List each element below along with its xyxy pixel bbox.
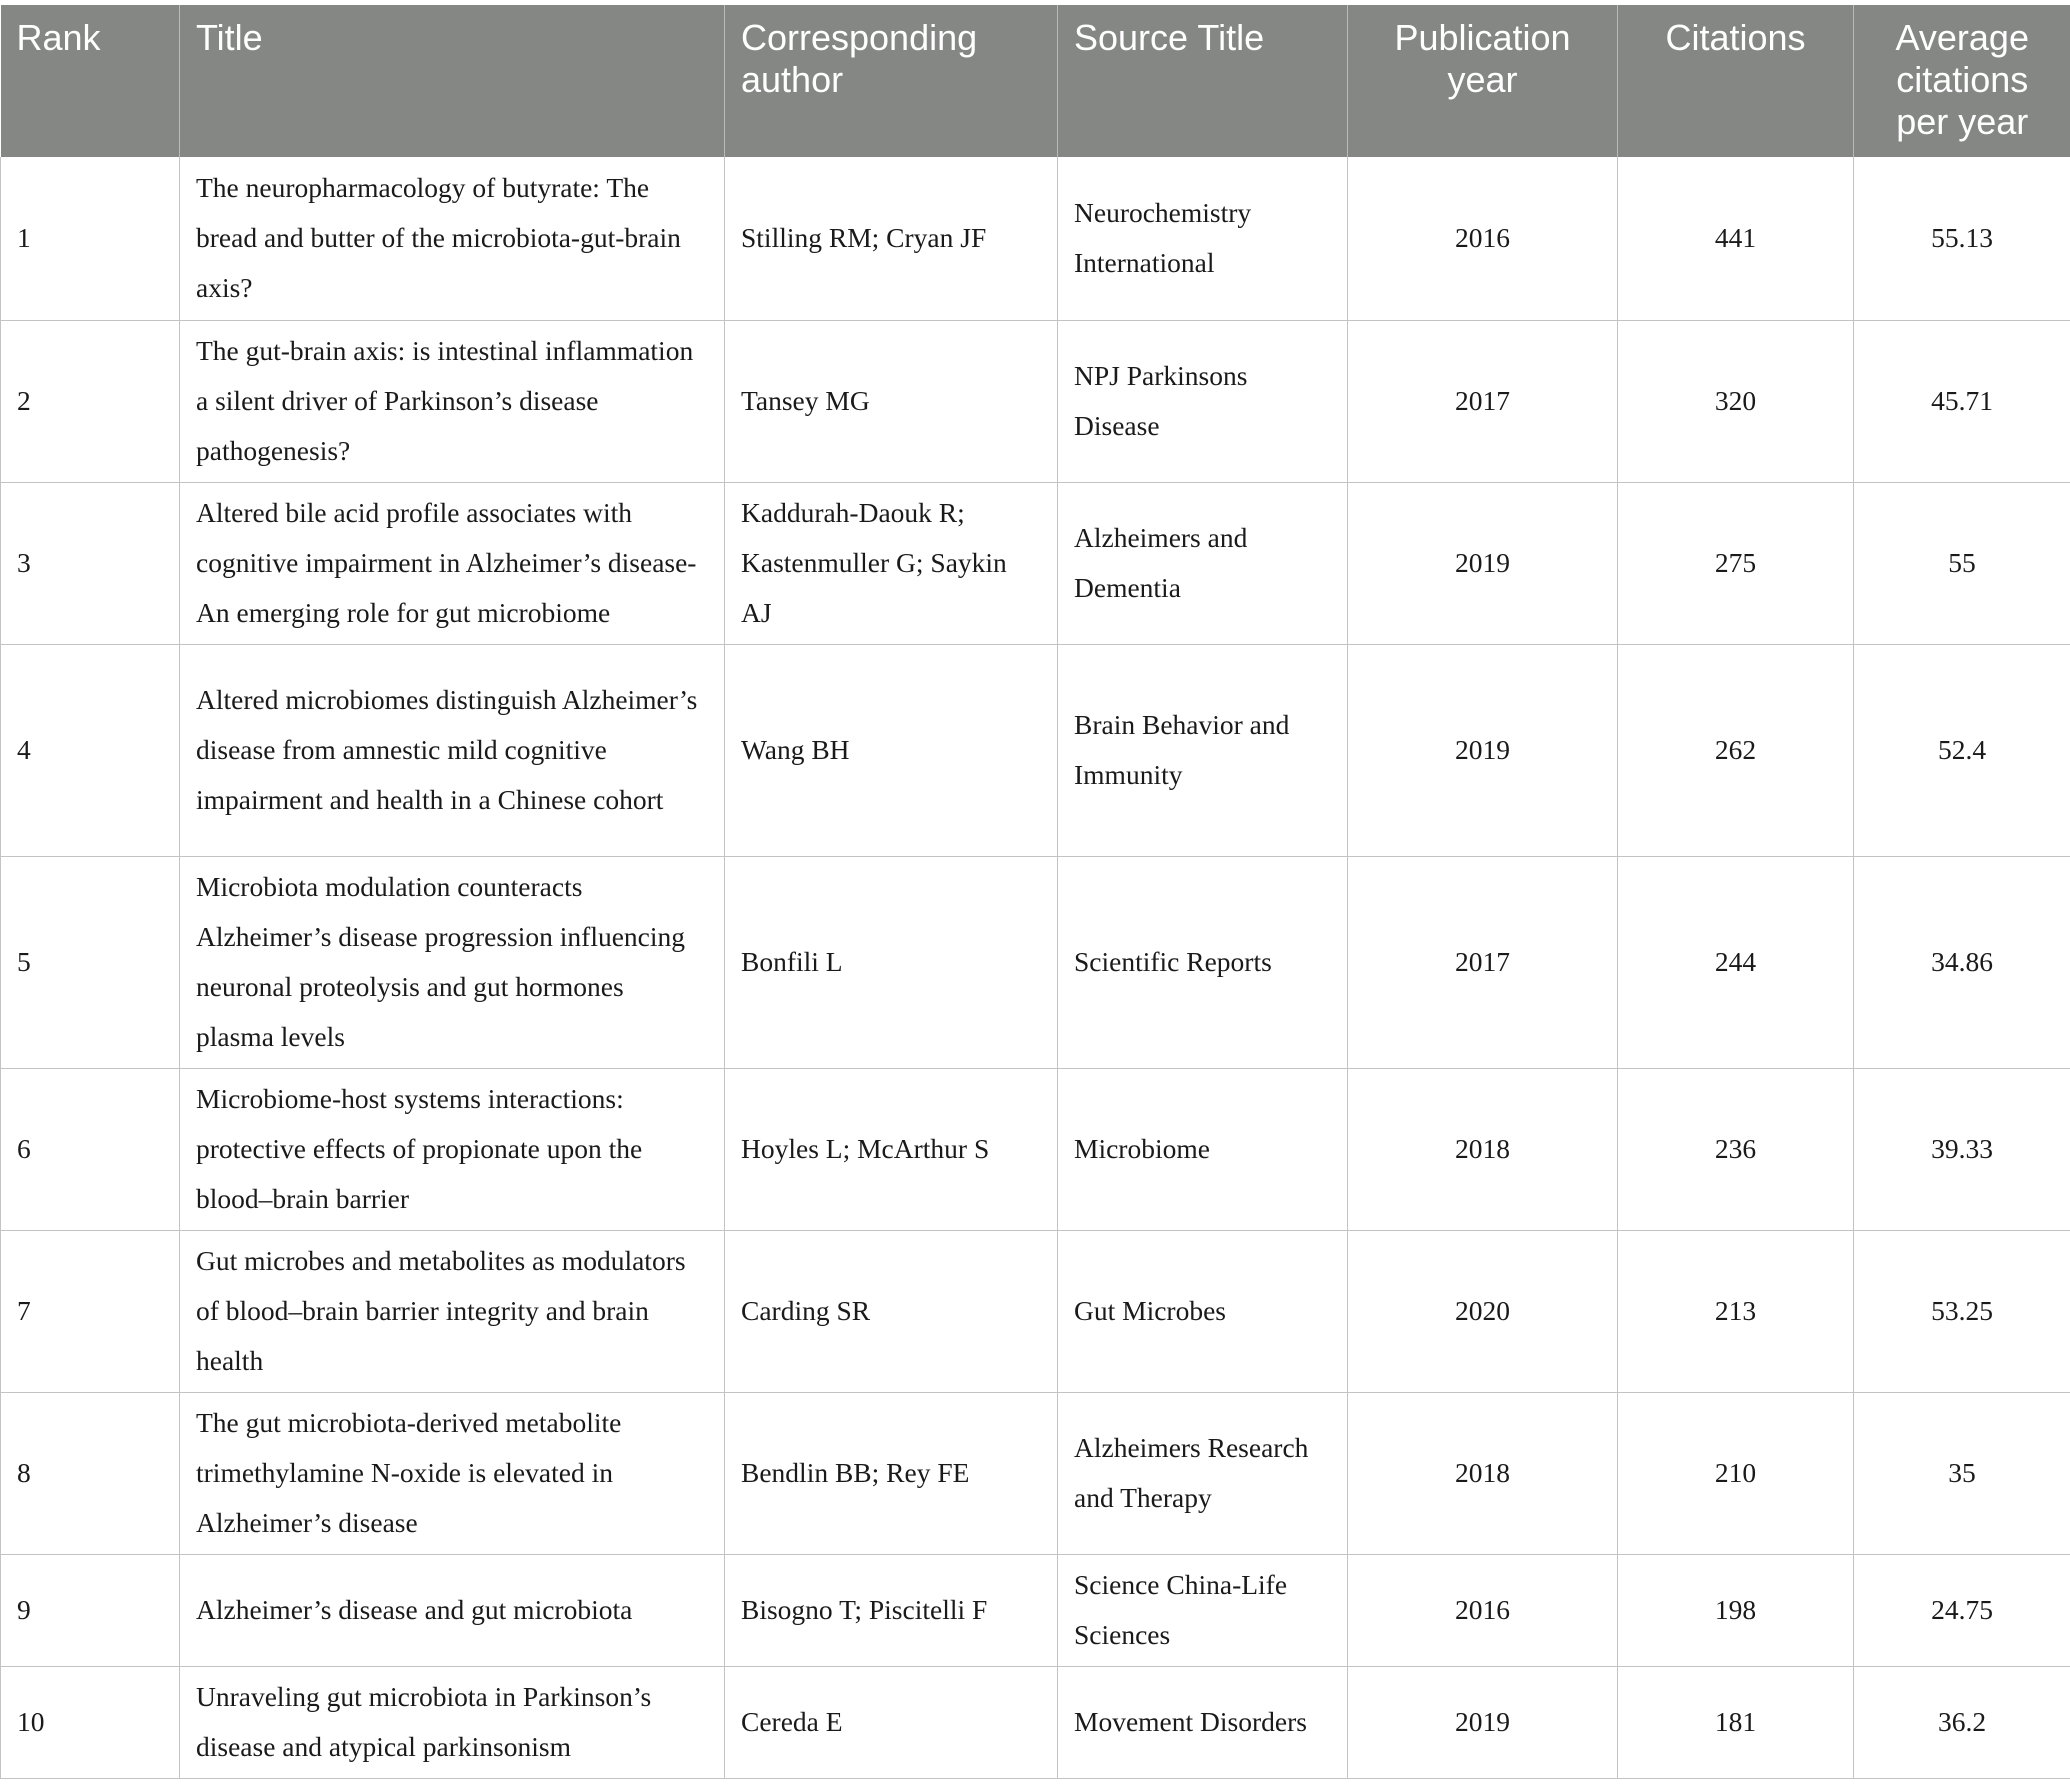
table-row xyxy=(1,320,2070,482)
table-row xyxy=(1,644,2070,856)
cell-rank: 7 xyxy=(1,1230,180,1392)
table-body xyxy=(1,157,2070,1778)
cell-source: Alzheimers Research and Therapy xyxy=(1058,1392,1348,1554)
cell-citations: 213 xyxy=(1618,1230,1854,1392)
cell-year: 2019 xyxy=(1348,1666,1618,1778)
cell-rank: 4 xyxy=(1,644,180,856)
cell-rank: 9 xyxy=(1,1554,180,1666)
top-cited-articles-table xyxy=(0,5,2070,1779)
table-row xyxy=(1,1554,2070,1666)
cell-rank: 6 xyxy=(1,1068,180,1230)
cell-author: Bonfili L xyxy=(725,856,1058,1068)
cell-author: Hoyles L; McArthur S xyxy=(725,1068,1058,1230)
header-publication-year: Publication year xyxy=(1348,5,1618,157)
cell-source: Movement Disorders xyxy=(1058,1666,1348,1778)
header-rank: Rank xyxy=(1,5,180,157)
table-header xyxy=(1,5,2070,157)
table-row xyxy=(1,1230,2070,1392)
header-citations: Citations xyxy=(1618,5,1854,157)
cell-author: Bisogno T; Piscitelli F xyxy=(725,1554,1058,1666)
citations-table-container xyxy=(0,5,2070,1779)
cell-title: Unraveling gut microbiota in Parkinson’s disease and atypical parkinsonism xyxy=(180,1666,725,1778)
cell-year: 2017 xyxy=(1348,856,1618,1068)
cell-author: Stilling RM; Cryan JF xyxy=(725,157,1058,320)
cell-year: 2020 xyxy=(1348,1230,1618,1392)
cell-year: 2016 xyxy=(1348,157,1618,320)
cell-title: The gut-brain axis: is intestinal inflammation a silent driver of Parkinson’s disease pathogenesis? xyxy=(180,320,725,482)
cell-citations: 262 xyxy=(1618,644,1854,856)
cell-author: Kaddurah-Daouk R; Kastenmuller G; Saykin AJ xyxy=(725,482,1058,644)
cell-source: Gut Microbes xyxy=(1058,1230,1348,1392)
cell-title: The neuropharmacology of butyrate: The bread and butter of the microbiota-gut-brain axis? xyxy=(180,157,725,320)
cell-citations: 210 xyxy=(1618,1392,1854,1554)
header-corresponding-author: Corresponding author xyxy=(725,5,1058,157)
cell-title: Microbiome-host systems interactions: protective effects of propionate upon the blood–brain barrier xyxy=(180,1068,725,1230)
cell-citations: 244 xyxy=(1618,856,1854,1068)
cell-avg-citations: 53.25 xyxy=(1854,1230,2070,1392)
cell-source: Neurochemistry International xyxy=(1058,157,1348,320)
cell-citations: 181 xyxy=(1618,1666,1854,1778)
cell-avg-citations: 34.86 xyxy=(1854,856,2070,1068)
cell-rank: 8 xyxy=(1,1392,180,1554)
cell-source: NPJ Parkinsons Disease xyxy=(1058,320,1348,482)
cell-avg-citations: 39.33 xyxy=(1854,1068,2070,1230)
cell-author: Carding SR xyxy=(725,1230,1058,1392)
cell-rank: 10 xyxy=(1,1666,180,1778)
cell-avg-citations: 45.71 xyxy=(1854,320,2070,482)
cell-citations: 198 xyxy=(1618,1554,1854,1666)
table-row xyxy=(1,1666,2070,1778)
cell-year: 2019 xyxy=(1348,644,1618,856)
cell-author: Wang BH xyxy=(725,644,1058,856)
table-row xyxy=(1,482,2070,644)
cell-year: 2019 xyxy=(1348,482,1618,644)
cell-title: Microbiota modulation counteracts Alzheimer’s disease progression influencing neuronal proteolysis and gut hormones plasma levels xyxy=(180,856,725,1068)
table-row xyxy=(1,157,2070,320)
table-row xyxy=(1,1068,2070,1230)
cell-avg-citations: 52.4 xyxy=(1854,644,2070,856)
header-source-title: Source Title xyxy=(1058,5,1348,157)
cell-year: 2018 xyxy=(1348,1392,1618,1554)
cell-source: Alzheimers and Dementia xyxy=(1058,482,1348,644)
cell-author: Bendlin BB; Rey FE xyxy=(725,1392,1058,1554)
table-row xyxy=(1,1392,2070,1554)
cell-citations: 236 xyxy=(1618,1068,1854,1230)
cell-rank: 2 xyxy=(1,320,180,482)
cell-title: The gut microbiota-derived metabolite trimethylamine N-oxide is elevated in Alzheimer’s disease xyxy=(180,1392,725,1554)
cell-year: 2017 xyxy=(1348,320,1618,482)
cell-avg-citations: 36.2 xyxy=(1854,1666,2070,1778)
cell-author: Cereda E xyxy=(725,1666,1058,1778)
cell-year: 2018 xyxy=(1348,1068,1618,1230)
header-title: Title xyxy=(180,5,725,157)
cell-title: Gut microbes and metabolites as modulators of blood–brain barrier integrity and brain health xyxy=(180,1230,725,1392)
cell-rank: 3 xyxy=(1,482,180,644)
cell-source: Scientific Reports xyxy=(1058,856,1348,1068)
cell-citations: 441 xyxy=(1618,157,1854,320)
cell-avg-citations: 35 xyxy=(1854,1392,2070,1554)
cell-author: Tansey MG xyxy=(725,320,1058,482)
cell-source: Brain Behavior and Immunity xyxy=(1058,644,1348,856)
header-row xyxy=(1,5,2070,157)
cell-avg-citations: 24.75 xyxy=(1854,1554,2070,1666)
cell-source: Microbiome xyxy=(1058,1068,1348,1230)
table-row xyxy=(1,856,2070,1068)
cell-title: Alzheimer’s disease and gut microbiota xyxy=(180,1554,725,1666)
cell-year: 2016 xyxy=(1348,1554,1618,1666)
header-average-citations-per-year: Average citations per year xyxy=(1854,5,2070,157)
cell-rank: 1 xyxy=(1,157,180,320)
cell-avg-citations: 55.13 xyxy=(1854,157,2070,320)
cell-source: Science China-Life Sciences xyxy=(1058,1554,1348,1666)
cell-citations: 275 xyxy=(1618,482,1854,644)
cell-rank: 5 xyxy=(1,856,180,1068)
cell-citations: 320 xyxy=(1618,320,1854,482)
cell-title: Altered bile acid profile associates with cognitive impairment in Alzheimer’s disease-An emerging role for gut microbiome xyxy=(180,482,725,644)
cell-avg-citations: 55 xyxy=(1854,482,2070,644)
cell-title: Altered microbiomes distinguish Alzheimer’s disease from amnestic mild cognitive impairment and health in a Chinese cohort xyxy=(180,644,725,856)
